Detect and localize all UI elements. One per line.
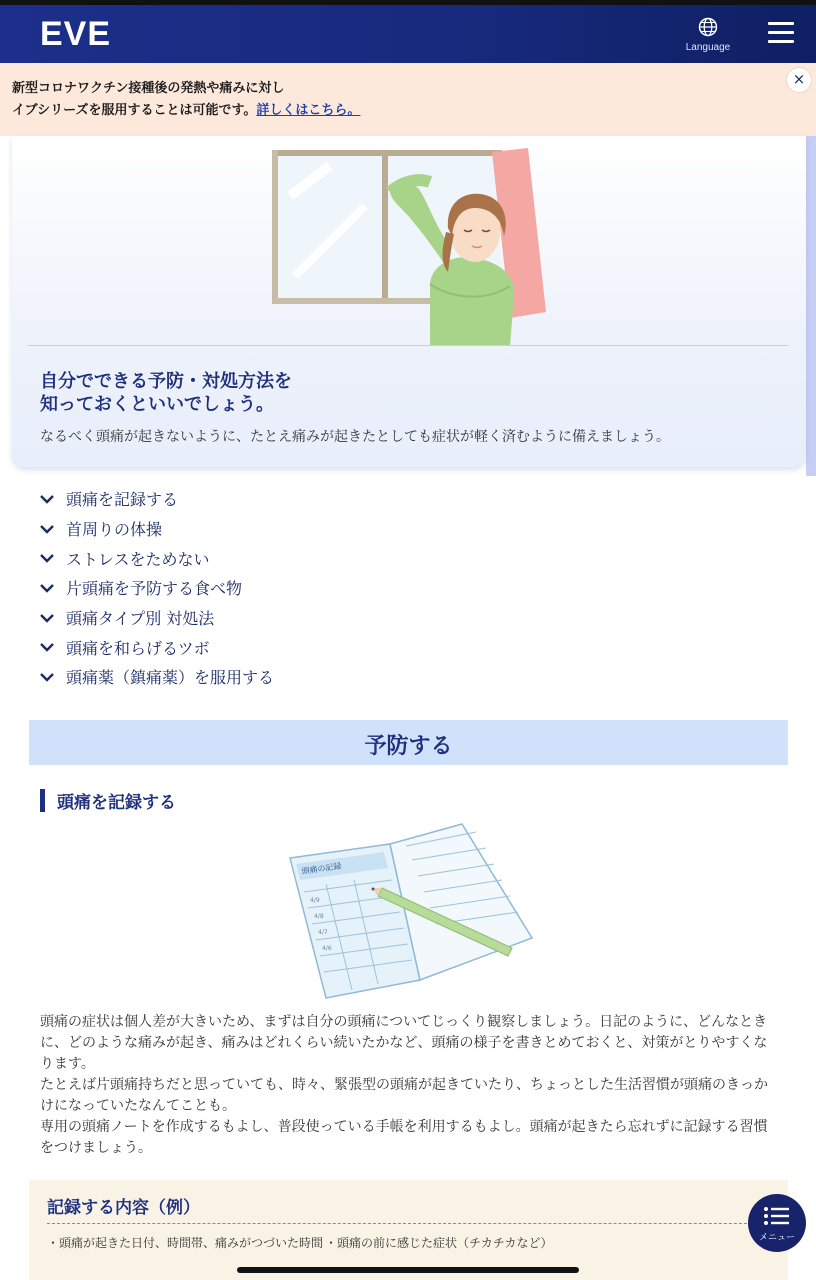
toc-label: 頭痛を記録する xyxy=(66,490,179,510)
menu-fab-button[interactable] xyxy=(748,1194,806,1252)
svg-text:4/7: 4/7 xyxy=(318,929,328,936)
eve-logo[interactable]: EVE xyxy=(40,15,112,53)
record-item: ・頭痛が起きた日付、時間帯、痛みがつづいた時間 xyxy=(47,1236,324,1250)
heading-accent-bar xyxy=(40,789,45,812)
toc-label: 頭痛薬（鎮痛薬）を服用する xyxy=(66,668,275,688)
toc-item-medicine[interactable] xyxy=(38,662,274,692)
hero-card xyxy=(12,136,806,467)
toc-label: 首周りの体操 xyxy=(66,520,163,540)
notice-line-1: 新型コロナワクチン接種後の発熱や痛みに対し xyxy=(12,81,285,96)
subsection-heading-text: 頭痛を記録する xyxy=(57,792,176,813)
language-label: Language xyxy=(685,42,731,53)
paragraph: 専用の頭痛ノートを作成するもよし、普段使っている手帳を利用するもよし。頭痛が起きたら忘れずに記録する習慣をつけましょう。 xyxy=(40,1119,768,1156)
paragraph: 頭痛の症状は個人差が大きいため、まずは自分の頭痛についてじっくり観察しましょう。日記のように、どんなときに、どのような痛みが起き、痛みはどれくらい続いたかなど、頭痛の様子を書きとめておくと、対策がとりやすくなります。 xyxy=(40,1014,768,1072)
chevron-down-icon xyxy=(38,579,56,597)
globe-icon xyxy=(698,17,718,37)
chevron-down-icon xyxy=(38,520,56,538)
record-contents-title: 記録する内容（例） xyxy=(47,1198,200,1218)
toc-label: 片頭痛を予防する食べ物 xyxy=(66,579,243,599)
chevron-down-icon xyxy=(38,549,56,567)
scroll-rail xyxy=(806,136,816,476)
chevron-down-icon xyxy=(38,490,56,508)
svg-text:4/9: 4/9 xyxy=(310,897,320,904)
record-description xyxy=(40,1012,775,1159)
vaccine-notice-banner xyxy=(0,63,816,136)
close-icon[interactable]: × xyxy=(787,68,811,92)
dashed-divider xyxy=(47,1223,777,1224)
language-button[interactable] xyxy=(680,17,736,53)
hero-title-line-1: 自分でできる予防・対処方法を xyxy=(40,371,292,392)
section-band xyxy=(29,720,788,765)
notice-line-2-text: イブシリーズを服用することは可能です。 xyxy=(12,103,257,118)
subsection-heading xyxy=(40,789,176,811)
notice-text xyxy=(12,78,360,122)
paragraph: たとえば片頭痛持ちだと思っていても、時々、緊張型の頭痛が起きていたり、ちょっとした生活習慣が頭痛のきっかけになっていたなんてことも。 xyxy=(40,1077,768,1114)
toc-item-pressure-points[interactable] xyxy=(38,632,274,662)
record-contents-box xyxy=(29,1180,788,1280)
svg-text:4/6: 4/6 xyxy=(322,945,332,952)
toc-label: ストレスをためない xyxy=(66,549,210,569)
hero-title-line-2: 知っておくといいでしょう。 xyxy=(40,394,274,415)
hero-subtitle: なるべく頭痛が起きないように、たとえ痛みが起きたとしても症状が軽く済むように備えましょう。 xyxy=(40,429,670,445)
headache-notebook-illustration xyxy=(286,822,536,1002)
hamburger-menu-icon[interactable] xyxy=(768,22,794,44)
chevron-down-icon xyxy=(38,668,56,686)
chevron-down-icon xyxy=(38,609,56,627)
table-of-contents xyxy=(38,484,274,692)
list-menu-icon xyxy=(762,1202,792,1232)
notice-line-2 xyxy=(12,100,360,122)
toc-item-neck-exercise[interactable] xyxy=(38,514,274,544)
hero-divider xyxy=(28,345,788,346)
toc-item-record[interactable] xyxy=(38,484,274,514)
notebook-label: 頭痛の記録 xyxy=(301,861,342,876)
site-header xyxy=(0,5,816,63)
section-title: 予防する xyxy=(364,734,453,759)
notice-details-link[interactable]: 詳しくはこちら。 xyxy=(256,103,361,118)
toc-item-foods[interactable] xyxy=(38,573,274,603)
hero-title xyxy=(40,370,292,416)
toc-item-stress[interactable] xyxy=(38,543,274,573)
toc-item-type-remedies[interactable] xyxy=(38,603,274,633)
home-indicator[interactable] xyxy=(237,1267,579,1273)
record-item: ・頭痛の前に感じた症状（チカチカなど） xyxy=(325,1236,553,1250)
svg-text:4/8: 4/8 xyxy=(314,913,324,920)
menu-fab-label: メニュー xyxy=(758,1233,795,1243)
woman-stretching-illustration xyxy=(270,136,570,346)
toc-label: 頭痛タイプ別 対処法 xyxy=(66,609,215,629)
chevron-down-icon xyxy=(38,638,56,656)
toc-label: 頭痛を和らげるツボ xyxy=(66,638,210,658)
